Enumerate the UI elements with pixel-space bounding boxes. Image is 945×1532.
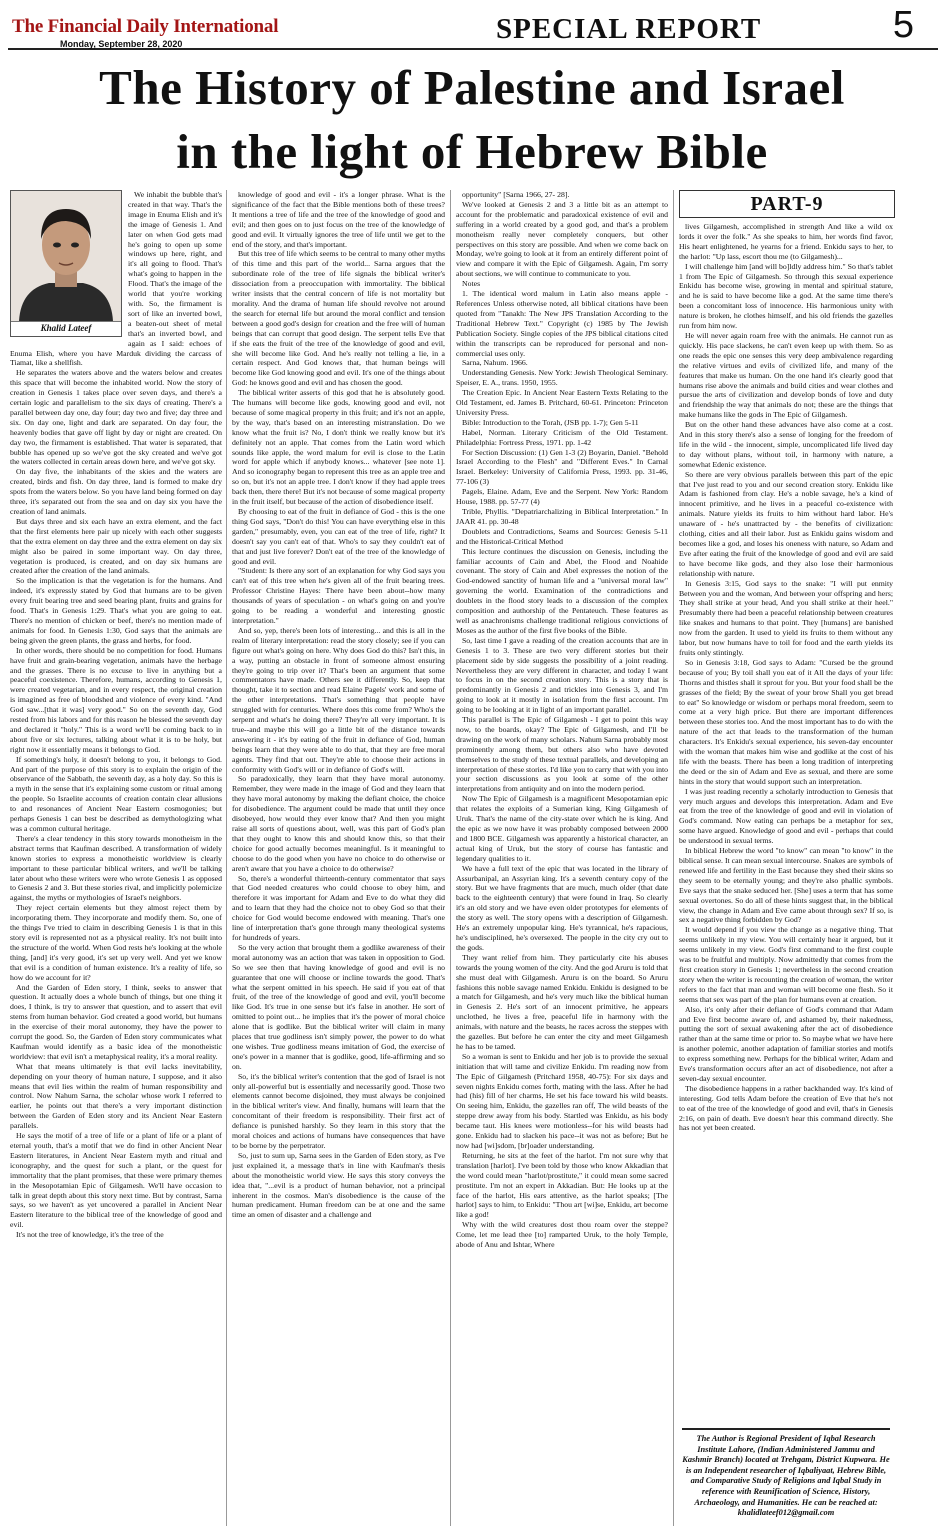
- issue-date: Monday, September 28, 2020: [60, 39, 183, 49]
- article-paragraph: I was just reading recently a scholarly introduction to Genesis that very much argues and develops this interpretation. Adam and Eve eat from the tree of the knowledge of good and evil in violation of God's command. Now eating can perhaps be a metaphor for sex, some have argued. Knowledge of good and evil - perhaps that could be understood in sexual terms.: [679, 786, 893, 846]
- reference: The Creation Epic. In Ancient Near Eastern Texts Relating to the Old Testament, ed. James B. Pritchard, 60-61. Princeton: Princeton University Press.: [456, 388, 668, 417]
- article-paragraph: So the very action that brought them a godlike awareness of their moral autonomy was an action that was taken in opposition to God. So we see then that having knowledge of good and evil is no guarantee that one will choose or incline towards the good. That's what the serpent omitted in his speech. He said if you eat of that fruit, of the tree of the knowledge of good and evil, you'll become like God. It's true in one sense but it's false in another. He sort of omitted to point out... he implies that it's the power of moral choice alone that is godlike. But the biblical writer will claim in many places that true godliness isn't simply power, the power to do what one wishes. True godliness means imitation of God, the exercise of one's power in a manner that is godlike, good, life-affirming and so on.: [232, 942, 445, 1071]
- headline: [8, 56, 936, 184]
- article-paragraph: And so, yep, there's been lots of interesting... and this is all in the realm of literary interpretation: read the story closely; see if you can figure out what's going on here. Why does God do this? Isn't this, in a way, putting an obstacle in front of someone almost ensuring they're going to trip over it? That's been an argument that some commentators have made. Others see it differently. So, keep that thought, take it to section and read Elaine Pagels' work and some of the other interpretations. That's something that people have struggled with for centuries. Where does this come from? Who's the serpent and what's he doing there? They're all very important. It is true--and maybe this will go a little bit of the distance towards answering it - it's by eating of the fruit in defiance of God, human beings learn that they were able to do that, that they are free moral agents. They find that out. They're able to choose their actions in conformity with God's will or in defiance of God's will.: [232, 625, 445, 774]
- article-paragraph: 1. The identical word malum in Latin also means apple - References Unless otherwise noted, all biblical citations have been quoted from "Tanakh: The New JPS Translation According to the Traditional Hebrew Text." Copyright (c) 1985 by The Jewish Publication Society. Single copies of the JPS biblical citations cited within the transcripts can be reproduced for personal and non-commercial uses only.: [456, 289, 668, 358]
- article-paragraph: I will challenge him [and will bo]ldly address him." So that's tablet 1 from The Epic of Gilgamesh. So through this sexual experience Enkidu has become wise, growing in mental and spiritual stature, and he is said to have become like a god. At the same time there's been a concomitant loss of innocence. His harmonious unity with nature is broken, he clothes himself, and his old friends the gazelles run from him now.: [679, 261, 893, 331]
- article-paragraph: We've looked at Genesis 2 and 3 a little bit as an attempt to account for the problematic and paradoxical existence of evil and suffering in a world created by a good god, and that's a problem monotheism really never completely conquers, but other perspectives on this story are possible. And when we come back on Monday, we're going to look at it from an entirely different point of view and compare it with the Epic of Gilgamesh. Again, I'm sorry about sections, we will continue to communicate to you.: [456, 199, 668, 279]
- article-paragraph: So, there's a wonderful thirteenth-century commentator that says that God needed creatures who could choose to obey him, and therefore it was important for Adam and Eve to do what they did and to learn that they had the choice not to obey God so that their choice for God would become endowed with meaning. That's one line of interpretation that's gone through many theological systems for hundreds of years.: [232, 873, 445, 942]
- article-paragraph: In biblical Hebrew the word "to know" can mean "to know" in the biblical sense. It can mean sexual intercourse. Snakes are symbols of renewed life and fertility in the East because they shed their skins so they seem to be eternally young; and they're also phallic symbols. Eve says that the snake seduced her. [She] uses a term that has some sexual overtones. So do all of these hints suggest that, in the biblical view, the change in Adam and Eve came about through sex? If so, is sex a negative thing forbidden by God?: [679, 846, 893, 925]
- article-column-3: [456, 190, 668, 1520]
- part-label: PART-9: [679, 190, 895, 218]
- author-bio: The Author is Regional President of Iqbal Research Institute Lahore, (Indian Administered Jammu and Kashmir Branch) located at Trehgam, District Kupwara. He is an Independent researcher of Iqbaliyaat, Hebrew Bible, and Comparative Study of Religions and Iqbal Study in reference with Reunification of Science, History, Archaeology, and Humanities. He can be reached at: khalidlateef012@gmail.com: [682, 1428, 890, 1519]
- article-paragraph: This lecture continues the discussion on Genesis, including the familiar accounts of Cain and Abel, the Flood and Noahide covenant. The story of Cain and Abel expresses the notion of the God-endowed sanctity of human life and a "universal moral law" governing the world. Examination of the contradictions and doublets in the flood story leads to a discussion of the complex composition and authorship of the Pentateuch. These features as well as anachronisms challenge traditional religious convictions of Moses as the author of the first five books of the Bible.: [456, 546, 668, 635]
- article-paragraph: opportunity" [Sarna 1966, 27- 28].: [462, 190, 570, 199]
- article-paragraph: They want relief from him. They particularly cite his abuses towards the young women of the city. And the god Aruru is told that she must deal with Gilgamesh. Aruru is on the board. So Aruru fashions this noble savage named Enkidu. Enkidu is designed to be a match for Gilgamesh, and he's very much like the biblical human in Genesis 2. He's sort of an innocent primitive, he appears unclothed, he lives a free, peaceful life in harmony with the animals, with nature and the beasts, he races across the steppes with the gazelles. But before he can enter the city and meet Gilgamesh he has to be tamed.: [456, 952, 668, 1051]
- reference: Sarna, Nahum. 1966.: [462, 358, 528, 368]
- article-paragraph: But on the other hand these advances have also come at a cost. And in this story there's also a sense of longing for the freedom of life in the wild - the innocent, simple, uncomplicated life lived day to day without plans, without toil, in harmony with nature, a somewhat Edenic existence.: [679, 420, 893, 469]
- article-paragraph: The biblical writer asserts of this god that he is absolutely good. The humans will become like gods, knowing good and evil, not because of some magical property in this fruit; and it's not an apple, by the way, that's based on an interesting mistranslation. Do we know what the fruit is? No, I don't think we really know but it's definitely not an apple. That comes from the Latin word which sounds like apple, the word malum for evil is close to the Latin word for apple which if anybody knows... whatever [see note 1]. And so iconography began to represent this tree as an apple tree and so on, but it's not an apple tree. I don't know if they had apple trees back then, there there! But it's not because of some magical property in the fruit itself, but because of the action of disobedience itself.: [232, 388, 445, 507]
- article-paragraph: By choosing to eat of the fruit in defiance of God - this is the one thing God says, "Don't do this! You can have everything else in this garden," presumably, even, you can eat of the tree of life, right? It doesn't say you can't eat of that. Who's to say they couldn't eat of that and just live forever? Don't eat of the tree of the knowledge of good and evil.: [232, 507, 445, 566]
- column-divider: [673, 190, 674, 1526]
- page-number: 5: [892, 4, 914, 46]
- article-paragraph: Why with the wild creatures dost thou roam over the steppe? Come, let me lead thee [to] ramparted Uruk, to the holy Temple, abode of Anu and Ishtar, Where: [456, 1220, 668, 1250]
- article-paragraph: But days three and six each have an extra element, and the fact that the first elements here pair up nicely with each other suggests that the extra element on day three and the extra element on day six might also be paired in some important way. On day three, vegetation is produced, is created, and on day six humans are created after the creation of the land animals.: [10, 516, 222, 576]
- article-paragraph: It's not the tree of knowledge, it's the tree of the: [16, 1230, 164, 1240]
- article-paragraph: lives Gilgamesh, accomplished in strength And like a wild ox lords it over the folk." As she speaks to him, her words find favor, His heart enlightened, he yearns for a friend. Enkidu says to her, to the harlot: "Up lass, escort thou me (to Gilgamesh)...: [679, 222, 893, 261]
- author-photo-icon: [11, 191, 121, 321]
- article-paragraph: He separates the waters above and the waters below and creates this space that will become the inhabited world. Now the story of creation in Genesis 1 takes place over seven days, and there's a certain logic and parallelism to the six days of creating. There's a parallel between day one, day four; day two and five; day three and six. On day one, light and dark are separated. On day four, the heavenly bodies that gave off light by day or night are created. On day two, the firmament is established. That water is separated, that bubble has opened up so we've got the sky created and we've got the waters collected in certain areas down here, and we've got sky.: [10, 368, 222, 467]
- article-paragraph: Also, it's only after their defiance of God's command that Adam and Eve first become aware of, and ashamed by, their nakedness, putting the sort of sexual awakening after the act of disobedience rather than at the same time or prior to. So maybe what we have here is another polemic, another adaptation of familiar stories and motifs to express something new. Perhaps for the biblical writer, Adam and Eve's transformation occurs after an act of disobedience, not after a seven-day sexual encounter.: [679, 1004, 893, 1083]
- reference: Pagels, Elaine. Adam, Eve and the Serpent. New York: Random House, 1988. pp. 57-77 (4): [456, 487, 668, 507]
- article-paragraph: He says the motif of a tree of life or a plant of life or a plant of eternal youth, that's a motif that we do find in other Ancient Near Eastern literatures, in Ancient Near Eastern myth and ritual and iconography, and the quest for such a plant, or the quest for immortality that the plant promises, that these were primary themes in the Mesopotamian Epic of Gilgamesh. We'll have occasion to talk in great depth about this story next time. But by contrast, Sarna says, so we haven't as yet uncovered a parallel in Ancient Near Eastern literature to the biblical tree of the knowledge of good and evil.: [10, 1131, 222, 1230]
- article-paragraph: So, last time I gave a reading of the creation accounts that are in Genesis 1 to 3. These are two very different stories but their placement side by side suggests the possibility of a joint reading. Nevertheless they are very different in character, and today I want to focus in on the second creation story. This is a story that is predominantly in Genesis 2 and trickles into Genesis 3, and I'm going to look at it mostly in isolation from the first account. I'm going to be looking at it in light of an important parallel.: [456, 635, 668, 715]
- article-paragraph: In other words, there should be no competition for food. Humans have fruit and grain-bearing vegetation, animals have the herbage and the grasses. There is no excuse to live in anything but a peaceful coexistence. Therefore, humans, according to Genesis 1, were created vegetarian, and in every respect, the original creation is imagined as free of bloodshed and violence of every kind. "And God saw...[that it was] very good." So on the seventh day, God rested from his labors and for this reason he blessed the seventh day and declared it "holy." This is a word we'll be coming back to in about five or six lectures, talking about what it is to be holy, but right now it essentially means it belongs to God.: [10, 645, 222, 754]
- article-paragraph: This parallel is The Epic of Gilgamesh - I get to point this way now, to the boards, okay? The Epic of Gilgamesh, and I'll be drawing on the work of many scholars. Nahum Sarna probably most prominently among them, but others also who have devoted themselves to the study of these textual parallels, and developing an interpretation of these stories. I'd like you to carry that with you into your section discussions as you look at some of the other interpretations from antiquity and on into the modern period.: [456, 715, 668, 794]
- reference: Bible: Introduction to the Torah, (JSB pp. 1-7); Gen 5-11: [462, 417, 639, 427]
- masthead: [8, 6, 938, 50]
- article-paragraph: So in Genesis 3:18, God says to Adam: "Cursed be the ground because of you; By toil shall you eat of it All the days of your life: Thorns and thistles shall it sprout for you. But your food shall be the grasses of the field; By the sweat of your brow Shall you get bread to eat" So knowledge or wisdom or perhaps moral freedom, seem to come at a very high price. But there are important differences between these stories too. And the most important has to do with the nature of the act that leads to the transformation of the human characters. It's Enkidu's sexual experience, his seven-day encounter with the woman that makes him wise and godlike at the cost of his life with the beasts. There has been a long tradition of interpreting the deed or the sin of Adam and Eve as sexual, and there are some hints in the story that would support such an interpretation.: [679, 657, 893, 786]
- article-paragraph: If something's holy, it doesn't belong to you, it belongs to God. And part of the purpose of this story is to explain the origin of the observance of the Sabbath, the seventh day, as a holy day. So this is a myth in the sense that it's explaining some custom or ritual among the people. So Israelite accounts of creation contain clear allusions to and resonances of Ancient Near Eastern cosmogonies; but perhaps Genesis 1 can best be described as demythologizing what was a common cultural heritage.: [10, 754, 222, 833]
- article-paragraph: So a woman is sent to Enkidu and her job is to provide the sexual initiation that will tame and civilize Enkidu. I'm reading now from The Epic of Gilgamesh (Pritchard 1958, 40-75): For six days and seven nights Enkidu comes forth, mating with the lass. After he had had (his) fill of her charms, He set his face toward his wild beasts. On seeing him, Enkidu, the gazelles ran off, The wild beasts of the steppe drew away from his body. Startled was Enkidu, as his body became taut. His knees were motionless--for his wild beasts had gone. Enkidu had to slacken his pace--it was not as before; But he now had [wi]sdom, [br]oader understanding.: [456, 1051, 668, 1150]
- article-paragraph: So paradoxically, they learn that they have moral autonomy. Remember, they were made in the image of God and they learn that they have moral autonomy by making the defiant choice, the choice for disobedience. The argument could be made that until they once disobeyed, how would they ever know that? And then you might raise all sorts of questions about, well, was this part of God's plan that they ought to know this and should know this, so that their choice for good actually becomes meaningful. Is it meaningful to choose to do the good when you have no choice to do otherwise or aren't aware that you have a choice to do otherwise?: [232, 774, 445, 873]
- reference: Trible, Phyllis. "Depatriarchalizing in Biblical Interpretation." In JAAR 41. pp. 30-48: [456, 507, 668, 526]
- article-column-2: [232, 190, 445, 1520]
- reference: Understanding Genesis. New York: Jewish Theological Seminary. Speiser, E. A., trans. 1950, 1955.: [456, 368, 668, 388]
- author-portrait: [10, 190, 122, 337]
- column-divider: [226, 190, 227, 1526]
- article-paragraph: In Genesis 3:15, God says to the snake: "I will put enmity Between you and the woman, And between your offspring and hers; They shall strike at your head, And you shall strike at their heel." Presumably there had been a peaceful relationship between creatures like snakes and humans to that point. They [humans] are banished now from the garden. It used to yield its fruits to them without any labor, but now humans have to toil for food and the earth yields its fruits only stintingly.: [679, 578, 893, 657]
- article-paragraph: So the implication is that the vegetation is for the humans. And indeed, it's expressly stated by God that humans are to be given every fruit bearing tree and seed bearing plant, fruits and grains for food. That's in Genesis 1:29. That's what you are going to eat. There's no mention of chicken or beef, there's no mention made of animals for food. In Genesis 1:30, God says that the animals are being given the green plants, the grass and herbs, for food.: [10, 576, 222, 645]
- article-column-4: [679, 222, 893, 1222]
- article-paragraph: So there are very obvious parallels between this part of the epic that I've just read to you and our second creation story. Enkidu like Adam is fashioned from clay. He's a noble savage, he's a kind of innocent primitive, and he lives in a peaceful co-existence with animals. Nature yields its fruits to him without hard labor. He's unaware of - he's unattracted by - the benefits of civilization: clothing, cities and all their labor. Just as Enkidu gains wisdom and becomes like a god, and loses his oneness with nature, so Adam and Eve after eating the fruit of the knowledge of good and evil are said to have become like gods, and they also lose their harmonious relationship with nature.: [679, 469, 893, 578]
- section-title: SPECIAL REPORT: [496, 13, 762, 45]
- article-paragraph: He will never again roam free with the animals. He cannot run as quickly. His pace slackens, he can't even keep up with them. So as one reads the epic one senses this very deep ambivalence regarding the relative virtues and evils of civilized life, and many of the features that make us human. On the one hand it's clearly good that humans rise above the animals and build cities and wear clothes and pursue the arts of civilization and develop bonds of love and duty and friendship the way that animals do not; these are the things that make humans like the gods in The Epic of Gilgamesh.: [679, 330, 893, 420]
- article-paragraph: "Student: Is there any sort of an explanation for why God says you can't eat of this tree when he's given all of the fruit bearing trees. Professor Christine Hayes: There have been about--how many thousands of years of speculation - on what's going on and you're going to be reading a wonderful and interesting gnostic interpretation.": [232, 566, 445, 625]
- article-paragraph: knowledge of good and evil - it's a longer phrase. What is the significance of the fact that the Bible mentions both of these trees? It mentions a tree of life and the tree of the knowledge of good and evil; and then goes on to just focus on the tree of the knowledge of good and evil. It virtually ignores the tree of life until we get to the end of the story, and that's important.: [232, 190, 445, 249]
- reference: Habel, Norman. Literary Criticism of the Old Testament. Philadelphia: Fortress Press, 1971. pp. 1-42: [456, 427, 668, 447]
- lecture-title: Doublets and Contradictions, Seams and Sources: Genesis 5-11 and the Historical-Critical Method: [456, 526, 668, 546]
- author-caption: Khalid Lateef: [11, 321, 121, 336]
- notes-heading: Notes: [462, 279, 481, 289]
- article-paragraph: It would depend if you view the change as a negative thing. That seems unlikely in my view. You will certainly hear it argued, but it seems unlikely in my view. God's first command to the first couple was to be fruitful and multiply. Now admittedly that comes from the first creation story in Genesis 1; nevertheless in the second creation story when the writer is recounting the creation of woman, the writer refers to the fact that man and woman will become one flesh. So it seems that sex was part of the plan for humans even at creation.: [679, 925, 893, 1004]
- article-paragraph: On day five, the inhabitants of the skies and the waters are created, birds and fish. On day three, land is formed to make dry spots from the waters below. So you have land being formed on day three, it's separated out from the sea and on day six you have the creation of land animals.: [10, 467, 222, 516]
- article-paragraph: We inhabit the bubble that's created in that way. That's the image in Enuma Elish and it's the image of Genesis 1. And later on when God gets mad he's going to open up some windows up here, right, and it's all going to flood. That's what's going to happen in the Flood. That's the image of the world that you're working with. So, the firmament is sort of like an inverted bowl, a beaten-out sheet of metal that's an inverted bowl, and again as I said: echoes of Enuma Elish, where you have Marduk dividing the carcass of Tiamat, like a shellfish.: [10, 190, 222, 368]
- paper-name: The Financial Daily International: [12, 16, 279, 37]
- article-paragraph: Returning, he sits at the feet of the harlot. I'm not sure why that translation [harlot]. I've been told by those who know Akkadian that the word could mean "harlot/prostitute," it could mean some sacred prostitute. I'm not an expert in Akkadian. But: He looks up at the face of the harlot, His ears attentive, as the harlot speaks; [The harlot] says to him, to Enkidu: "Thou art [wi]se, Enkidu, art become like a god!: [456, 1150, 668, 1220]
- article-paragraph: We have a full text of the epic that was located in the library of Assurbanipal, an Assyrian king. It's a seventh century copy of the story. But we have fragments that are much, much older (that date back to the eighteenth century) that were found in Iraq. So clearly it's an old story and we have even older prototypes for elements of the story as well. The story opens with a description of Gilgamesh. He's an extremely unpopular king. He's tyrannical, he's rapacious, he's undisciplined, he's oversexed. The people in the city cry out to the gods.: [456, 863, 668, 952]
- article-paragraph: Now The Epic of Gilgamesh is a magnificent Mesopotamian epic that relates the exploits of a Sumerian king, King Gilgamesh of Uruk. That's the name of the city-state over which he is king. And the epic as we now have it was probably composed between 2000 and 1800 BCE. Gilgamesh was apparently a historical character, an actual king of Uruk, but the story of course has fantastic and legendary qualities to it.: [456, 794, 668, 863]
- headline-line-2: in the light of Hebrew Bible: [176, 124, 768, 179]
- article-paragraph: What that means ultimately is that evil lacks inevitability, depending on your theory of human nature, I suppose, and it also means that evil lies within the realm of human responsibility and control. Now Nahum Sarna, the scholar whose work I referred to earlier, he points out that there's a very important distinction between the Garden of Eden story and its Ancient Near Eastern parallels.: [10, 1061, 222, 1131]
- headline-line-1: The History of Palestine and Israel: [99, 60, 845, 115]
- article-paragraph: But this tree of life which seems to be central to many other myths of this time and this part of the world... Sarna argues that the subordinate role of the tree of life signals the biblical writer's dissociation from a preoccupation with immortality. The biblical writer insists that the central concern of life is not mortality but morality. And the drama of human life should revolve not around the search for eternal life but around the moral conflict and tension between a good god's design for creation and the free will of human beings that can corrupt that good design. The serpent tells Eve that if she eats the fruit of the tree of the knowledge of good and evil, she will become like God. And he's really not telling a lie, in a certain respect. And God knows that, that human beings will become like God knowing good and evil. It's one of the things about God: he knows good and evil and has chosen the good.: [232, 249, 445, 388]
- article-paragraph: They reject certain elements but they almost reject them by incorporating them. They incorporate and modify them. So, one of the things I've tried to claim in describing Genesis 1 is that in this story evil is represented not as a physical reality. It's not built into the structure of the world. When God rests he's looking at the whole thing, [and] it's very good, it's set up very well. And yet we know that evil is a condition of human existence. It's a reality of life, so how do we account for it?: [10, 903, 222, 982]
- article-paragraph: So, it's the biblical writer's contention that the god of Israel is not only all-powerful but is essentially and necessarily good. Those two elements cannot become disjoined, they must always be conjoined in the biblical writer's view. And finally, humans will learn that the concomitant of their freedom is responsibility. Their first act of defiance is punished harshly. So they learn in this story that the moral choices and actions of humans have consequences that have to be borne by the perpetrator.: [232, 1071, 445, 1150]
- column-divider: [450, 190, 451, 1526]
- article-column-1: [10, 190, 222, 1520]
- article-paragraph: So, just to sum up, Sarna sees in the Garden of Eden story, as I've just explained it, a message that's in line with Kaufman's thesis about the monotheistic world view. He says this story conveys the idea that, "...evil is a product of human behavior, not a principal inherent in the cosmos. Man's disobedience is the cause of the human predicament. Human freedom can be at one and the same time an omen of disaster and a challenge and: [232, 1150, 445, 1220]
- reference: For Section Discussion: (1) Gen 1-3 (2) Boyarin, Daniel. "Behold Israel According to the Flesh" and "Different Eves." In Carnal Israel. Berkeley: University of California Press, 1993. pp. 31-46, 77-106 (3): [456, 447, 668, 487]
- article-paragraph: The disobedience happens in a rather backhanded way. It's kind of interesting. God tells Adam before the creation of Eve that he's not to eat of the tree of the knowledge of good and evil, that's in Genesis 2:16, on pain of death. Eve doesn't hear this command directly. She has not yet been created.: [679, 1083, 893, 1133]
- article-paragraph: And the Garden of Eden story, I think, seeks to answer that question. It actually does a whole bunch of things, but one thing it does, I think, is try to answer that question, and to assert that evil stems from human behavior. God created a good world, but humans in the exercise of their moral autonomy, they have the power to corrupt the good. So, the Garden of Eden story communicates what Kaufman would identify as a basic idea of the monotheistic worldview: that evil isn't a metaphysical reality, it's a moral reality.: [10, 982, 222, 1061]
- article-paragraph: There's a clear tendency in this story towards monotheism in the abstract terms that Kaufman described. A transformation of widely known stories to express a monotheistic worldview is clearly important to these particular biblical writers, and we'll be talking later about who these writers were who wrote Genesis 1 as opposed to Genesis 2 and 3. But these stories rival, and implicitly polemicize against, the myths or mythologies of Israel's neighbors.: [10, 833, 222, 903]
